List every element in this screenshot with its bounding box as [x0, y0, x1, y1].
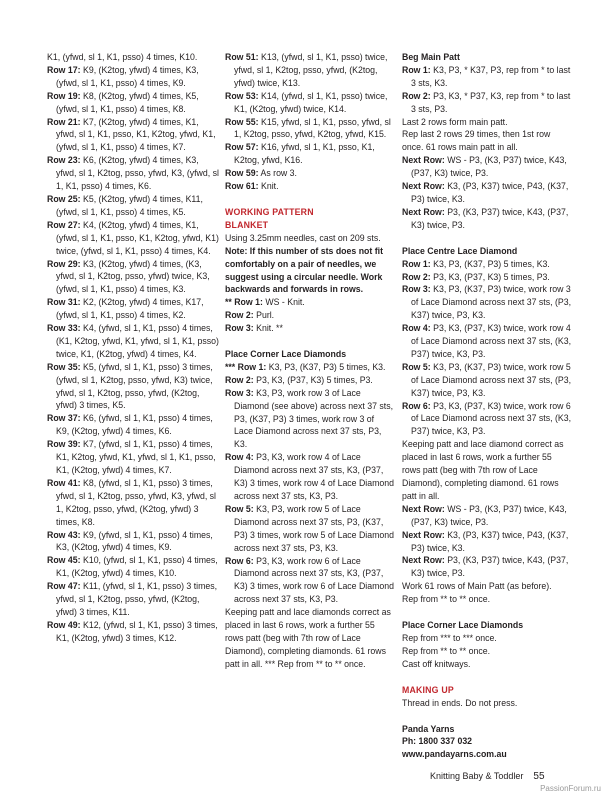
supplier-name: Panda Yarns — [402, 723, 455, 734]
row-text: P3, K3, (P37, K3) twice, work row 6 of Lace Diamond across next 37 sts, (K3, P37) twice, K3, P3. — [411, 400, 572, 437]
row-label: Row 5: — [402, 361, 431, 372]
row-label: Row 1: — [402, 258, 431, 269]
lace-row — [225, 180, 395, 193]
row-text: K3, P3, (K37, P3) twice, work row 3 of Lace Diamond across next 37 sts, (P3, K37) twice, P3, K3. — [411, 284, 572, 321]
corner-row — [225, 361, 395, 374]
supplier-phone: Ph: 1800 337 032 — [402, 736, 473, 747]
next-row — [402, 180, 572, 206]
row-label: Row 23: — [47, 155, 81, 166]
row-label: Row 39: — [47, 439, 81, 450]
row-text: K12, (yfwd, sl 1, K1, psso) 3 times, K1, (K2tog, yfwd) 3 times, K12. — [56, 619, 218, 643]
lace-row — [47, 258, 219, 297]
row-text: K2, (K2tog, yfwd) 4 times, K17, (yfwd, sl 1, K1, psso) 4 times, K2. — [56, 297, 204, 321]
lace-row — [225, 90, 395, 116]
next-row — [402, 154, 572, 180]
lace-row — [47, 529, 219, 555]
row-label: Row 6: — [225, 555, 254, 566]
row-label: Row 4: — [402, 323, 431, 334]
row-label: Row 2: — [402, 90, 431, 101]
lace-row — [47, 219, 219, 258]
row-label: Row 31: — [47, 297, 81, 308]
row-text: K3, (P3, K37) twice, P43, (K37, P3) twice, K3. — [411, 529, 569, 553]
lace-row — [225, 167, 395, 180]
row-label: Row 2: — [402, 271, 431, 282]
row-label: Row 57: — [225, 142, 259, 153]
row-text: K10, (yfwd, sl 1, K1, psso) 4 times, K1, (K2tog, yfwd) 4 times, K10. — [56, 555, 218, 579]
lace-row — [47, 580, 219, 619]
row-text: K5, (K2tog, yfwd) 4 times, K11, (yfwd, sl 1, K1, psso) 4 times, K5. — [56, 193, 203, 217]
corner2-line-2: Rep from ** to ** once. — [402, 645, 491, 656]
corner-rows — [225, 361, 395, 606]
row-text: K14, (yfwd, sl 1, K1, psso) twice, K1, (K2tog, yfwd) twice, K14. — [234, 90, 388, 114]
row-label: Row 5: — [225, 503, 254, 514]
row-label: Row 29: — [47, 258, 81, 269]
row-text: K7, (K2tog, yfwd) 4 times, K1, yfwd, sl 1, K1, psso, K1, K2tog, yfwd, K1, (yfwd, sl 1, K1, psso) 4 times, K7. — [56, 116, 216, 153]
main-patt-rows — [402, 64, 572, 116]
row-label: Row 2: — [225, 374, 254, 385]
row-label: Row 25: — [47, 193, 81, 204]
row-label: Row 53: — [225, 90, 259, 101]
row-text: K15, yfwd, sl 1, K1, psso, yfwd, sl 1, K2tog, psso, yfwd, K2tog, yfwd, K15. — [234, 116, 391, 140]
lace-row — [47, 477, 219, 529]
row-text: Knit. — [258, 181, 279, 192]
working-pattern-heading: WORKING PATTERN — [225, 206, 314, 217]
blanket-heading: BLANKET — [225, 219, 269, 230]
centre-para-1: Keeping patt and lace diamond correct as placed in last 6 rows, work a further 55 rows patt (beg with 7th row of Lace Diamond), completing diamond. 61 rows patt in all. — [402, 439, 564, 501]
centre-para-3: Rep from ** to ** once. — [402, 594, 491, 605]
row-label: Next Row: — [402, 155, 445, 166]
place-corner-heading: Place Corner Lace Diamonds — [225, 349, 347, 360]
column-2 — [225, 51, 395, 671]
place-corner-2-heading: Place Corner Lace Diamonds — [402, 620, 524, 631]
centre-row — [402, 271, 572, 284]
main-row — [402, 90, 572, 116]
row-text: K3, P3, work row 3 of Lace Diamond (see above) across next 37 sts, P3, (K37, P3) 3 times, work row 3 of Lace Diamond across next 37 sts, P3, K3. — [234, 387, 394, 450]
cast-on-instruction: Using 3.25mm needles, cast on 209 sts. — [225, 232, 381, 243]
making-up-heading: MAKING UP — [402, 684, 454, 695]
lace-row — [47, 438, 219, 477]
row-text: K3, P3, work row 5 of Lace Diamond across next 37 sts, P3, (K37, P3) 3 times, work row 5 of Lace Diamond across next 37 sts, P3, K3. — [234, 503, 394, 553]
next-row — [402, 529, 572, 555]
blanket-row-2: Row 2: Purl. — [225, 310, 275, 321]
row-text: K3, (K2tog, yfwd) 4 times, (K3, yfwd, sl 1, K2tog, psso, yfwd) twice, K3, (yfwd, sl 1, K1, psso) 4 times, K3. — [56, 258, 210, 295]
row-label: Row 51: — [225, 52, 259, 62]
page-footer — [430, 770, 545, 784]
magazine-title: Knitting Baby & Toddler — [430, 771, 524, 781]
lace-row — [225, 116, 395, 142]
row-label: Row 33: — [47, 323, 81, 334]
lace-row — [225, 51, 395, 90]
row-label: Next Row: — [402, 503, 445, 514]
row-text: As row 3. — [258, 168, 297, 179]
lace-row — [47, 51, 219, 64]
row-label: Next Row: — [402, 206, 445, 217]
corner-row — [225, 555, 395, 607]
row-label: Row 4: — [225, 452, 254, 463]
row-label: Row 6: — [402, 400, 431, 411]
row-text: K3, P3, (K37, P3) twice, work row 5 of Lace Diamond across next 37 sts, (P3, K37) twice, P3, K3. — [411, 361, 572, 398]
row-text: K3, P3, (K37, P3) 5 times, K3. — [266, 361, 386, 372]
supplier-website: www.pandayarns.com.au — [402, 749, 507, 760]
lace-row — [47, 296, 219, 322]
lace-row — [47, 322, 219, 361]
row-text: WS - P3, (K3, P37) twice, K43, (P37, K3) twice, P3. — [411, 155, 567, 179]
column-1 — [47, 51, 219, 645]
row-label: Row 3: — [225, 387, 254, 398]
row-text: K4, (yfwd, sl 1, K1, psso) 4 times, (K1, K2tog, yfwd, K1, yfwd, sl 1, K1, psso) twice, K1, (K2tog, yfwd) 4 times, K4. — [56, 323, 219, 359]
place-centre-heading: Place Centre Lace Diamond — [402, 245, 518, 256]
row-text: K6, (K2tog, yfwd) 4 times, K3, yfwd, sl 1, K2tog, psso, yfwd, K3, (yfwd, sl 1, K1, psso) 4 times, K6. — [56, 155, 219, 192]
row-text: K1, (yfwd, sl 1, K1, psso) 4 times, K10. — [47, 52, 198, 62]
lace-row — [47, 154, 219, 193]
centre-para-2: Work 61 rows of Main Patt (as before). — [402, 581, 552, 592]
main-patt-para-1: Last 2 rows form main patt. — [402, 116, 508, 127]
row-text: K13, (yfwd, sl 1, K1, psso) twice, yfwd, sl 1, K2tog, psso, yfwd, (K2tog, yfwd) twice, K13. — [234, 52, 388, 88]
row-label: Row 49: — [47, 619, 81, 630]
row-text: K3, P3, * K37, P3, rep from * to last 3 sts, K3. — [411, 64, 571, 88]
row-label: Row 59: — [225, 168, 259, 179]
row-text: P3, K3, (P37, K3) 5 times, P3. — [253, 374, 373, 385]
beg-main-patt-heading: Beg Main Patt — [402, 52, 460, 62]
row-label: Row 55: — [225, 116, 259, 127]
corner-row — [225, 387, 395, 452]
row-label: Row 35: — [47, 361, 81, 372]
lace-row — [47, 116, 219, 155]
next-row — [402, 206, 572, 232]
row-text: K9, (K2tog, yfwd) 4 times, K3, (yfwd, sl 1, K1, psso) 4 times, K9. — [56, 64, 199, 88]
row-label: *** Row 1: — [225, 361, 267, 372]
next-row — [402, 554, 572, 580]
row-text: K11, (yfwd, sl 1, K1, psso) 3 times, yfwd, sl 1, K2tog, psso, yfwd, (K2tog, yfwd) 3 times, K11. — [56, 581, 218, 617]
row-text: P3, K3, work row 4 of Lace Diamond across next 37 sts, K3, (P37, K3) 3 times, work row 4 of Lace Diamond across next 37 sts, K3, P3. — [234, 452, 394, 501]
row-text: P3, (K3, P37) twice, K43, (P37, K3) twice, P3. — [411, 555, 569, 579]
lace-row — [47, 90, 219, 116]
row-label: Row 27: — [47, 219, 81, 230]
corner-row — [225, 451, 395, 503]
row-text: K3, (P3, K37) twice, P43, (K37, P3) twice, K3. — [411, 181, 569, 204]
row-text: K16, yfwd, sl 1, K1, psso, K1, K2tog, yfwd, K16. — [234, 142, 375, 166]
main-patt-para-2: Rep last 2 rows 29 times, then 1st row once. 61 rows main patt in all. — [402, 129, 551, 153]
row-label: Next Row: — [402, 181, 445, 192]
row-text: P3, (K3, P37) twice, K43, (P37, K3) twice, P3. — [411, 206, 569, 230]
needle-note: Note: If this number of sts does not fit comfortably on a pair of needles, we suggest using a circular needle. Work backwards and forwards in rows. — [225, 245, 383, 295]
row-text: K6, (yfwd, sl 1, K1, psso) 4 times, K9, (K2tog, yfwd) 4 times, K6. — [56, 413, 213, 437]
row-text: K7, (yfwd, sl 1, K1, psso) 4 times, K1, K2tog, yfwd, K1, yfwd, sl 1, K1, psso, K1, (K2tog, yfwd) 4 times, K7. — [56, 439, 216, 475]
centre-row — [402, 283, 572, 322]
centre-next-rows — [402, 503, 572, 580]
corner-row — [225, 374, 395, 387]
main-row — [402, 64, 572, 90]
row-label: Row 61: — [225, 181, 259, 192]
row-text: K8, (K2tog, yfwd) 4 times, K5, (yfwd, sl 1, K1, psso) 4 times, K8. — [56, 90, 199, 114]
row-label: Next Row: — [402, 529, 445, 540]
page-number: 55 — [533, 771, 545, 782]
row-label: Row 1: — [402, 64, 431, 75]
row-text: P3, K3, * P37, K3, rep from * to last 3 sts, P3. — [411, 90, 571, 114]
row-label: Row 45: — [47, 555, 81, 566]
row-text: K9, (yfwd, sl 1, K1, psso) 4 times, K3, (K2tog, yfwd) 4 times, K9. — [56, 529, 213, 553]
row-label: Row 19: — [47, 90, 81, 101]
corner2-line-1: Rep from *** to *** once. — [402, 632, 497, 643]
lace-row — [47, 193, 219, 219]
row-label: Next Row: — [402, 555, 445, 566]
centre-row — [402, 322, 572, 361]
row-label: Row 37: — [47, 413, 81, 424]
next-row — [402, 503, 572, 529]
row-label: Row 17: — [47, 64, 81, 75]
blanket-row-3: Row 3: Knit. ** — [225, 323, 283, 334]
rows-51-61 — [225, 51, 395, 193]
row-text: P3, K3, (P37, K3) twice, work row 4 of Lace Diamond across next 37 sts, (K3, P37) twice, K3, P3. — [411, 323, 572, 359]
row-label: Row 3: — [402, 284, 431, 295]
row-text: P3, K3, work row 6 of Lace Diamond across next 37 sts, K3, (P37, K3) 3 times, work row 6 of Lace Diamond across next 37 sts, K3, P3. — [234, 555, 394, 605]
lace-row — [47, 361, 219, 413]
centre-rows — [402, 258, 572, 439]
making-up-text: Thread in ends. Do not press. — [402, 697, 518, 708]
centre-row — [402, 400, 572, 439]
row-text: P3, K3, (P37, K3) 5 times, P3. — [430, 271, 550, 282]
row-label: Row 47: — [47, 581, 81, 592]
centre-row — [402, 258, 572, 271]
row-text: K4, (K2tog, yfwd) 4 times, K1, (yfwd, sl 1, K1, psso, K1, K2tog, yfwd, K1) twice, (yfwd, sl 1, K1, psso) 4 times, K4. — [56, 219, 219, 256]
main-next-rows — [402, 154, 572, 231]
row-label: Row 21: — [47, 116, 81, 127]
row-text: K8, (yfwd, sl 1, K1, psso) 3 times, yfwd, sl 1, K2tog, psso, yfwd, K3, yfwd, sl 1, K2tog, psso, yfwd, (K2tog, yfwd) 3 times, K8. — [56, 477, 216, 527]
lace-row — [225, 141, 395, 167]
corner2-line-3: Cast off knitways. — [402, 658, 471, 669]
centre-row — [402, 361, 572, 400]
lace-row — [47, 554, 219, 580]
corner-row — [225, 503, 395, 555]
blanket-row-1: ** Row 1: WS - Knit. — [225, 297, 305, 308]
lace-row — [47, 64, 219, 90]
corner-closing: Keeping patt and lace diamonds correct as placed in last 6 rows, work a further 55 rows patt (beg with 7th row of Lace Diamond), completing diamonds. 61 rows patt in all. *** Rep from ** to ** once. — [225, 607, 391, 669]
column-3 — [402, 51, 572, 761]
row-label: Row 43: — [47, 529, 81, 540]
lace-row — [47, 619, 219, 645]
row-text: K5, (yfwd, sl 1, K1, psso) 3 times, (yfwd, sl 1, K2tog, psso, yfwd, K3) twice, yfwd, sl 1, K2tog, psso, yfwd, (K2tog, yfwd) 3 times, K5. — [56, 361, 213, 411]
lace-row — [47, 412, 219, 438]
row-label: Row 41: — [47, 477, 81, 488]
row-text: K3, P3, (K37, P3) 5 times, K3. — [430, 258, 550, 269]
row-text: WS - P3, (K3, P37) twice, K43, (P37, K3) twice, P3. — [411, 503, 567, 527]
watermark: PassionForum.ru — [540, 784, 601, 794]
